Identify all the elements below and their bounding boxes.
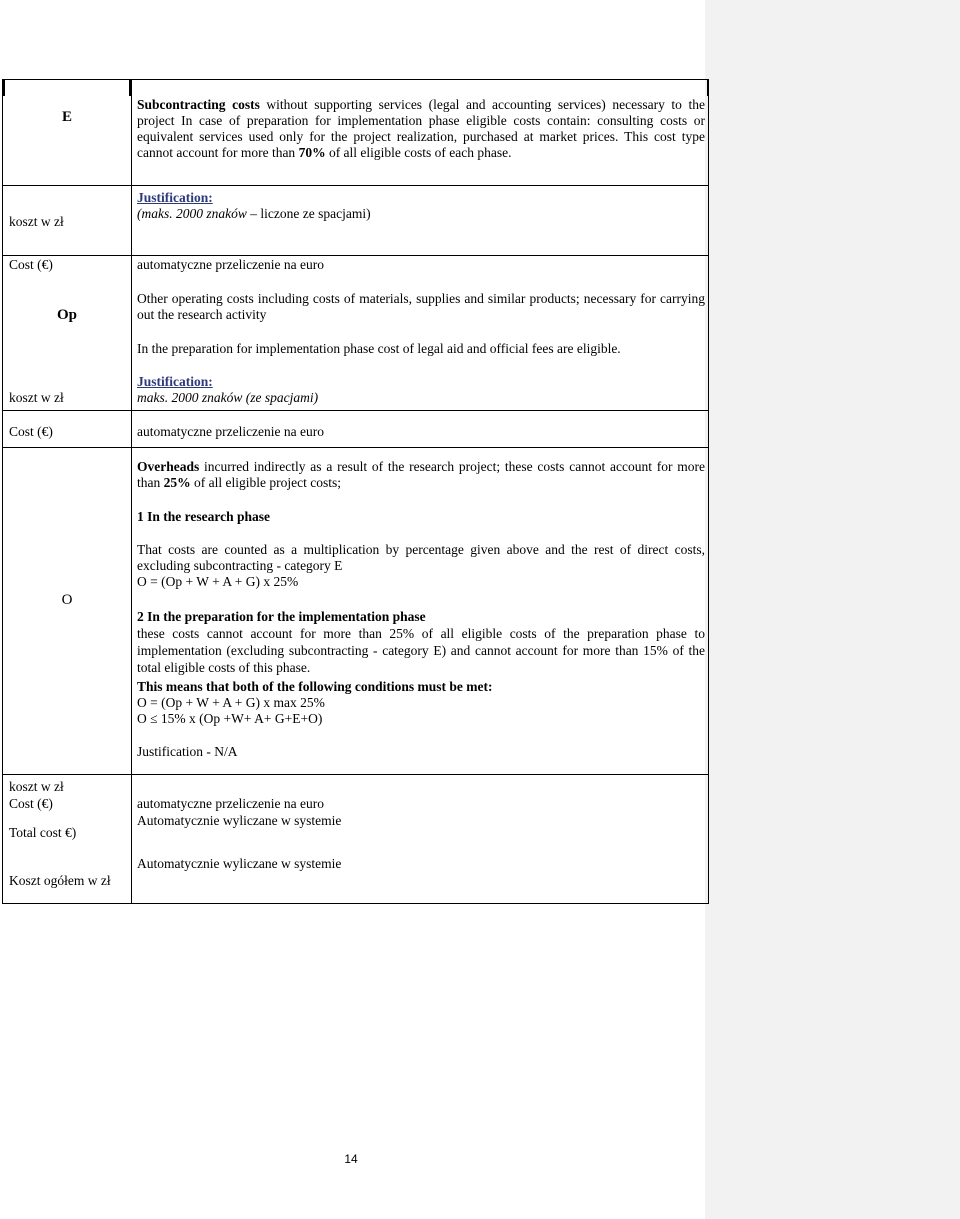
koszt-label: koszt w zł	[9, 390, 64, 405]
justification-label: Justification:	[137, 374, 213, 389]
total-cost-value: Automatycznie wyliczane w systemie	[137, 813, 342, 828]
row-divider	[3, 447, 708, 448]
condition-formula-1: O = (Op + W + A + G) x max 25%	[137, 695, 325, 710]
condition-formula-2: O ≤ 15% x (Op +W+ A+ G+E+O)	[137, 711, 323, 726]
column-marker	[129, 80, 131, 96]
justification-label: Justification:	[137, 190, 213, 205]
cost-label: Cost (€)	[9, 424, 53, 439]
category-code-op: Op	[56, 307, 77, 323]
koszt-ogolem-value: Automatycznie wyliczane w systemie	[137, 856, 342, 871]
limit-percent: 70%	[298, 145, 326, 160]
subcontracting-description	[137, 97, 705, 161]
cost-label: Cost (€)	[9, 796, 53, 811]
research-phase-title: 1 In the research phase	[137, 509, 271, 524]
column-marker	[707, 80, 709, 96]
subcontracting-title: Subcontracting costs	[137, 97, 260, 112]
column-divider	[131, 80, 132, 903]
row-divider	[3, 255, 708, 256]
operating-costs-description: Other operating costs including costs of materials, supplies and similar products; necessary for carrying out the research activity	[137, 291, 705, 322]
description-text: without supporting services (legal and accounting services) necessary to the project In case of preparation for implementation phase eligible costs contain: consulting costs or equivalent services used only for the project realization, purchased at market prices. This cost type cannot account for more than	[137, 97, 705, 160]
description-text: of all eligible costs of each phase.	[325, 145, 512, 160]
cost-euro-value: automatyczne przeliczenie na euro	[137, 424, 325, 439]
overheads-title: Overheads	[137, 459, 200, 474]
conditions-heading: This means that both of the following conditions must be met:	[137, 679, 493, 694]
right-margin-panel	[705, 0, 960, 1219]
overheads-description: Overheads incurred indirectly as a result of the research project; these costs cannot account for more than 25% of all eligible project costs;	[137, 459, 705, 490]
total-cost-label: Total cost €)	[9, 825, 77, 840]
cost-table	[2, 79, 709, 904]
justification-input-hint[interactable]: maks. 2000 znaków (ze spacjami)	[137, 390, 319, 405]
category-code-e: E	[61, 109, 72, 125]
row-divider	[3, 185, 708, 186]
research-phase-formula: O = (Op + W + A + G) x 25%	[137, 574, 299, 589]
limit-percent: 25%	[163, 475, 191, 490]
koszt-label: koszt w zł	[9, 214, 64, 229]
operating-costs-note: In the preparation for implementation phase cost of legal aid and official fees are eligible.	[137, 341, 621, 356]
research-phase-text: That costs are counted as a multiplication by percentage given above and the rest of direct costs, excluding subcontracting - category E	[137, 542, 705, 573]
justification-na: Justification - N/A	[137, 744, 238, 759]
koszt-ogolem-label: Koszt ogółem w zł	[9, 873, 111, 888]
column-marker	[3, 80, 5, 96]
implementation-phase-text: these costs cannot account for more than 25% of all eligible costs of the preparation phase to implementation (excluding subcontracting - category E) and cannot account for more than 15% of the total eligible costs of this phase.	[137, 626, 705, 675]
category-code-o: O	[61, 592, 73, 608]
cost-label: Cost (€)	[9, 257, 53, 272]
row-divider	[3, 410, 708, 411]
page-number: 14	[344, 1152, 358, 1166]
koszt-label: koszt w zł	[9, 779, 64, 794]
cost-euro-value: automatyczne przeliczenie na euro	[137, 257, 325, 272]
justification-input-hint[interactable]: (maks. 2000 znaków – liczone ze spacjami)	[137, 206, 371, 221]
cost-euro-value: automatyczne przeliczenie na euro	[137, 796, 325, 811]
row-divider	[3, 774, 708, 775]
implementation-phase-title: 2 In the preparation for the implementation phase	[137, 609, 426, 624]
